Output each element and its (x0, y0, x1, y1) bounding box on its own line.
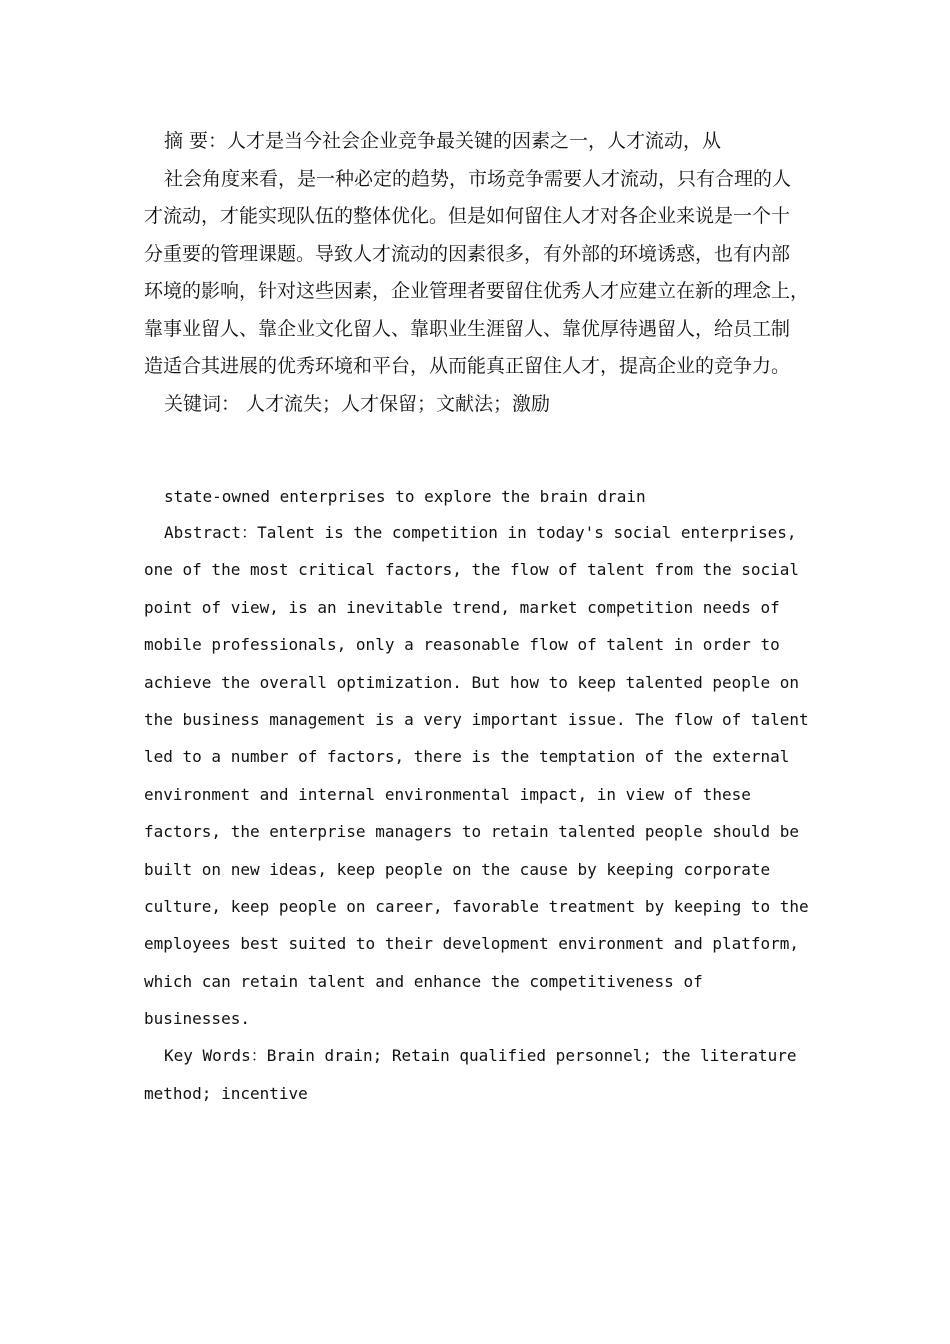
chinese-abstract-line: 靠事业留人、靠企业文化留人、靠职业生涯留人、靠优厚待遇留人，给员工制 (144, 317, 791, 340)
chinese-abstract-line: 社会角度来看，是一种必定的趋势，市场竞争需要人才流动，只有合理的人 (164, 167, 792, 190)
english-abstract-line: which can retain talent and enhance the competitiveness of (144, 971, 703, 991)
chinese-keywords: 关键词： 人才流失；人才保留；文献法；激励 (164, 392, 551, 415)
english-abstract-line: businesses. (144, 1009, 250, 1029)
chinese-abstract-line: 环境的影响，针对这些因素，企业管理者要留住优秀人才应建立在新的理念上， (144, 280, 810, 302)
chinese-abstract-line: 造适合其进展的优秀环境和平台，从而能真正留住人才，提高企业的竞争力。 (144, 355, 791, 377)
chinese-abstract-line: 才流动，才能实现队伍的整体优化。但是如何留住人才对各企业来说是一个十 (144, 205, 791, 227)
english-abstract-line: point of view, is an inevitable trend, market competition needs of (144, 597, 780, 617)
english-title: state-owned enterprises to explore the brain drain (164, 487, 646, 506)
english-keywords-line: method; incentive (144, 1083, 308, 1103)
chinese-abstract (144, 123, 814, 423)
english-abstract-line: the business management is a very important issue. The flow of talent (144, 709, 809, 729)
english-abstract-line: built on new ideas, keep people on the cause by keeping corporate (144, 859, 771, 879)
english-abstract-line: environment and internal environmental impact, in view of these (144, 784, 751, 804)
english-abstract-line: Abstract：Talent is the competition in today's social enterprises, (164, 523, 797, 542)
english-abstract-line: one of the most critical factors, the flow of talent from the social (144, 560, 800, 580)
english-abstract-line: employees best suited to their development environment and platform, (144, 934, 800, 954)
english-keywords-line: Key Words：Brain drain; Retain qualified personnel; the literature (164, 1046, 797, 1066)
english-abstract-line: mobile professionals, only a reasonable flow of talent in order to (144, 635, 780, 655)
english-abstract-line: achieve the overall optimization. But how to keep talented people on (144, 672, 800, 692)
chinese-abstract-line: 摘 要：人才是当今社会企业竞争最关键的因素之一，人才流动，从 (164, 130, 722, 152)
english-abstract-line: culture, keep people on career, favorable treatment by keeping to the (144, 896, 809, 916)
english-abstract-line: led to a number of factors, there is the temptation of the external (144, 747, 790, 767)
chinese-abstract-line: 分重要的管理课题。导致人才流动的因素很多，有外部的环境诱惑，也有内部 (144, 242, 791, 265)
english-abstract-line: factors, the enterprise managers to retain talented people should be (144, 822, 800, 842)
english-abstract (144, 480, 824, 1112)
